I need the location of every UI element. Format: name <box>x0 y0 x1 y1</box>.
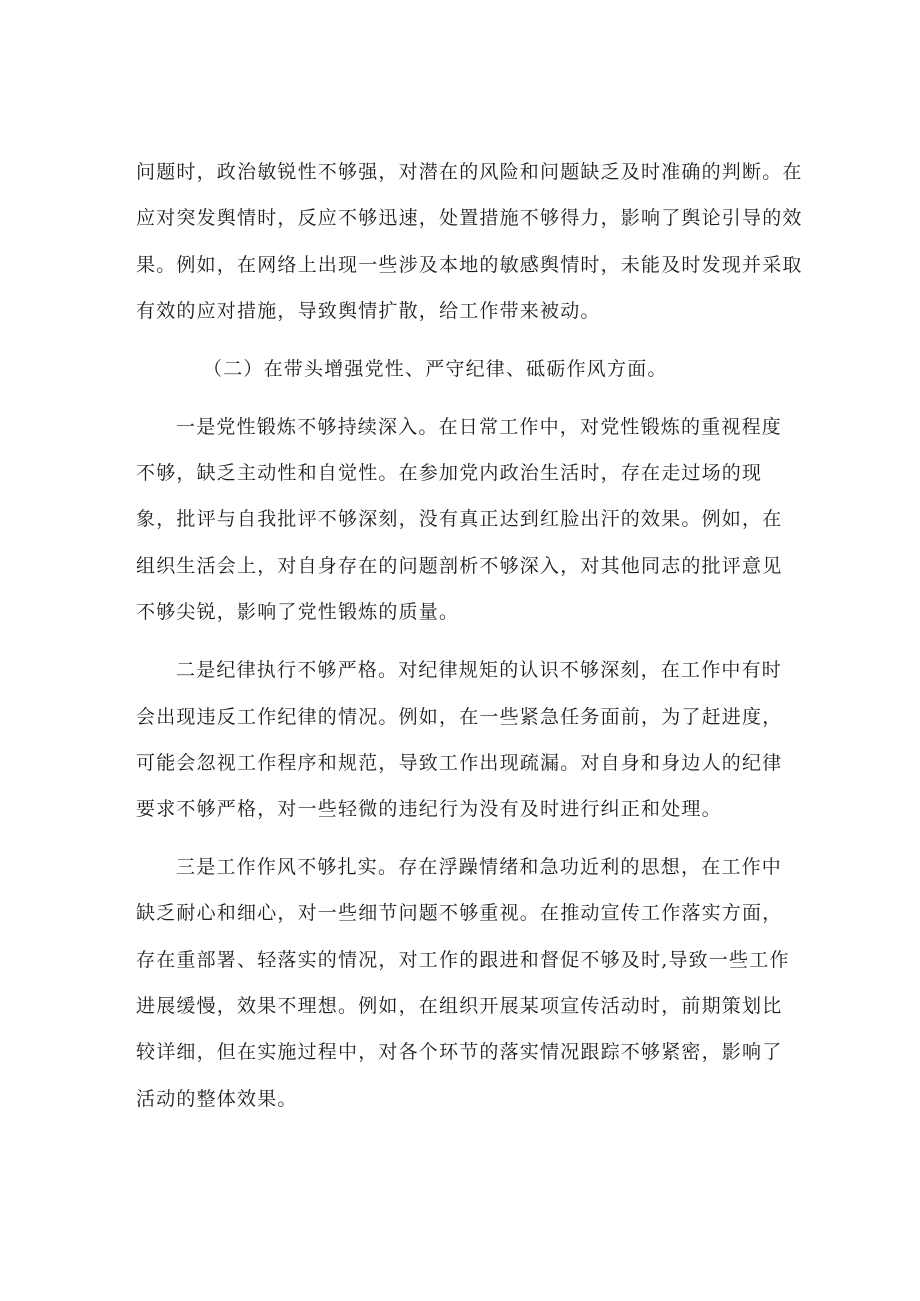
text-line: 不够尖锐，影响了党性锻炼的质量。 <box>136 601 460 623</box>
text-line: 组织生活会上，对自身存在的问题剖析不够深入，对其他同志的批评意见 <box>136 555 783 577</box>
text-line: 活动的整体效果。 <box>136 1088 298 1110</box>
text-line: 三是工作作风不够扎实。存在浮躁情绪和急功近利的思想，在工作中 <box>176 856 783 878</box>
text-line: 果。例如，在网络上出现一些涉及本地的敏感舆情时，未能及时发现并采取 <box>136 254 803 276</box>
text-line: 会出现违反工作纪律的情况。例如，在一些紧急任务面前，为了赶进度， <box>136 706 783 728</box>
section-heading: （二）在带头增强党性、严守纪律、砥砺作风方面。 <box>203 358 668 380</box>
text-line: 不够，缺乏主动性和自觉性。在参加党内政治生活时，存在走过场的现 <box>136 462 763 484</box>
text-line: 问题时，政治敏锐性不够强，对潜在的风险和问题缺乏及时准确的判断。在 <box>136 161 803 183</box>
text-line: 较详细，但在实施过程中，对各个环节的落实情况跟踪不够紧密，影响了 <box>136 1041 783 1063</box>
text-line: 要求不够严格，对一些轻微的违纪行为没有及时进行纠正和处理。 <box>136 798 722 820</box>
text-line: 进展缓慢，效果不理想。例如，在组织开展某项宣传活动时，前期策划比 <box>136 995 783 1017</box>
text-line: 缺乏耐心和细心，对一些细节问题不够重视。在推动宣传工作落实方面， <box>136 902 783 924</box>
text-line: 一是党性锻炼不够持续深入。在日常工作中，对党性锻炼的重视程度 <box>176 416 783 438</box>
text-line: 有效的应对措施，导致舆情扩散，给工作带来被动。 <box>136 300 601 322</box>
text-line: 象，批评与自我批评不够深刻，没有真正达到红脸出汗的效果。例如，在 <box>136 508 783 530</box>
text-line: 应对突发舆情时，反应不够迅速，处置措施不够得力，影响了舆论引导的效 <box>136 207 803 229</box>
text-line: 存在重部署、轻落实的情况，对工作的跟进和督促不够及时,导致一些工作 <box>136 949 790 971</box>
text-line: 二是纪律执行不够严格。对纪律规矩的认识不够深刻，在工作中有时 <box>176 659 783 681</box>
text-line: 可能会忽视工作程序和规范，导致工作出现疏漏。对自身和身边人的纪律 <box>136 752 783 774</box>
